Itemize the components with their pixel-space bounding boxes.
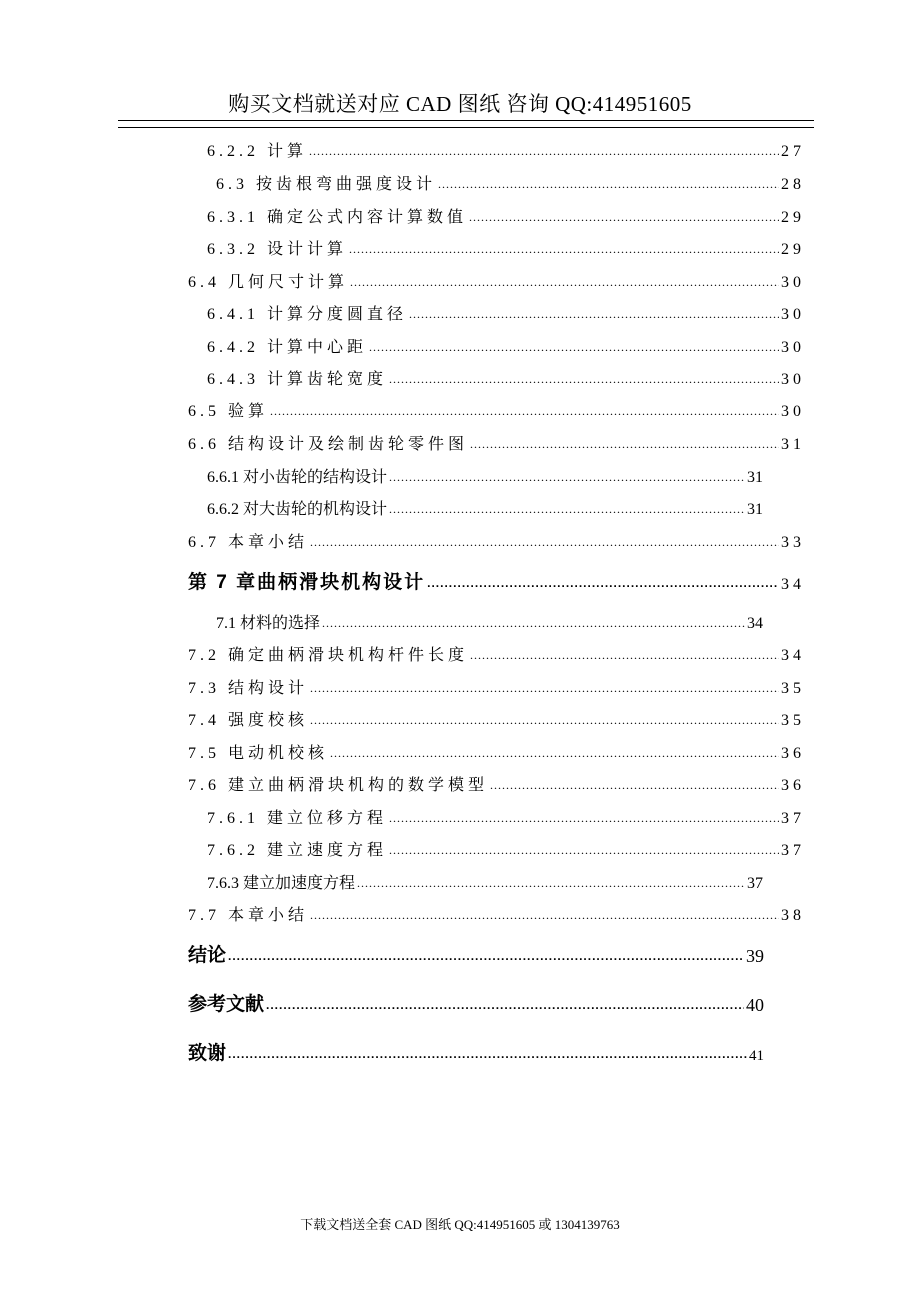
page-footer: 下载文档送全套 CAD 图纸 QQ:414951605 或 1304139763 <box>300 1217 620 1232</box>
toc-leader <box>350 275 779 289</box>
toc-entry-title: 7.5 电动机校核 <box>188 745 329 762</box>
toc-entry-page: 30 <box>781 403 805 420</box>
toc-leader <box>310 535 779 549</box>
toc-entry-page: 29 <box>781 209 805 226</box>
toc-entry-7-6-1[interactable] <box>207 805 805 828</box>
toc-leader <box>389 470 745 484</box>
toc-entry-chapter-7[interactable] <box>188 567 805 594</box>
toc-leader <box>470 437 779 451</box>
toc-entry-6-6-2[interactable] <box>207 496 763 519</box>
toc-leader <box>409 307 779 321</box>
toc-leader <box>228 949 744 963</box>
toc-leader <box>310 713 779 727</box>
toc-entry-page: 31 <box>747 469 763 486</box>
toc-entry-6-2-2[interactable] <box>207 138 805 161</box>
toc-entry-references[interactable] <box>188 989 764 1016</box>
toc-entry-6-7[interactable] <box>188 529 805 552</box>
toc-entry-page: 28 <box>781 176 805 193</box>
toc-leader <box>389 372 779 386</box>
toc-entry-title: 参考文献 <box>188 994 265 1015</box>
toc-entry-page: 31 <box>781 436 805 453</box>
toc-entry-page: 40 <box>746 995 764 1015</box>
toc-leader <box>438 177 779 191</box>
toc-leader <box>310 681 779 695</box>
toc-leader <box>369 340 779 354</box>
toc-entry-title: 7.6.2 建立速度方程 <box>207 842 388 859</box>
toc-entry-7-6-3[interactable] <box>207 870 763 893</box>
toc-entry-page: 36 <box>781 745 805 762</box>
toc-entry-7-6[interactable] <box>188 772 805 795</box>
toc-entry-page: 34 <box>781 647 805 664</box>
toc-leader <box>357 876 745 890</box>
toc-entry-title: 6.2.2 计算 <box>207 143 308 160</box>
toc-entry-page: 35 <box>781 712 805 729</box>
toc-entry-title: 6.4.3 计算齿轮宽度 <box>207 371 388 388</box>
toc-leader <box>309 144 779 158</box>
page-header: 购买文档就送对应 CAD 图纸 咨询 QQ:414951605 <box>228 92 692 116</box>
toc-entry-6-6[interactable] <box>188 431 805 454</box>
toc-entry-title: 第 7 章曲柄滑块机构设计 <box>188 572 426 593</box>
toc-entry-title: 7.6.1 建立位移方程 <box>207 810 388 827</box>
toc-entry-page: 35 <box>781 680 805 697</box>
toc-entry-page: 37 <box>781 842 805 859</box>
toc-leader <box>427 576 779 590</box>
toc-entry-title: 6.4 几何尺寸计算 <box>188 274 349 291</box>
toc-leader <box>389 502 745 516</box>
toc-entry-title: 7.6 建立曲柄滑块机构的数学模型 <box>188 777 489 794</box>
toc-entry-title: 结论 <box>188 945 227 966</box>
toc-entry-page: 37 <box>747 875 763 892</box>
toc-entry-page: 38 <box>781 907 805 924</box>
toc-entry-6-4-1[interactable] <box>207 301 805 324</box>
toc-entry-title: 6.6.1 对小齿轮的结构设计 <box>207 469 388 486</box>
toc-entry-7-4[interactable] <box>188 707 805 730</box>
toc-entry-7-6-2[interactable] <box>207 837 805 860</box>
toc-entry-title: 6.3 按齿根弯曲强度设计 <box>216 176 437 193</box>
toc-entry-conclusion[interactable] <box>188 940 764 967</box>
toc-entry-6-4[interactable] <box>188 269 805 292</box>
toc-entry-title: 6.4.2 计算中心距 <box>207 339 368 356</box>
toc-entry-6-6-1[interactable] <box>207 464 763 487</box>
toc-entry-7-5[interactable] <box>188 740 805 763</box>
toc-leader <box>469 210 779 224</box>
toc-leader <box>349 242 779 256</box>
toc-entry-7-2[interactable] <box>188 642 805 665</box>
toc-entry-6-3[interactable] <box>216 171 805 194</box>
toc-entry-7-1[interactable] <box>216 610 763 633</box>
toc-entry-page: 31 <box>747 501 763 518</box>
toc-entry-title: 7.7 本章小结 <box>188 907 309 924</box>
toc-leader <box>490 778 779 792</box>
toc-entry-title: 6.4.1 计算分度圆直径 <box>207 306 408 323</box>
toc-leader <box>310 908 779 922</box>
toc-entry-title: 7.2 确定曲柄滑块机构杆件长度 <box>188 647 469 664</box>
toc-leader <box>228 1047 747 1061</box>
toc-entry-6-3-2[interactable] <box>207 236 805 259</box>
toc-entry-title: 7.1 材料的选择 <box>216 615 321 632</box>
toc-entry-page: 41 <box>749 1048 764 1064</box>
toc-entry-page: 30 <box>781 274 805 291</box>
toc-entry-page: 30 <box>781 339 805 356</box>
toc-entry-title: 6.3.2 设计计算 <box>207 241 348 258</box>
toc-entry-page: 34 <box>781 576 805 593</box>
toc-entry-page: 33 <box>781 534 805 551</box>
toc-entry-title: 6.7 本章小结 <box>188 534 309 551</box>
toc-entry-title: 7.3 结构设计 <box>188 680 309 697</box>
toc-entry-7-3[interactable] <box>188 675 805 698</box>
toc-entry-6-3-1[interactable] <box>207 204 805 227</box>
toc-leader <box>266 998 744 1012</box>
toc-entry-page: 39 <box>746 946 764 966</box>
toc-entry-6-4-2[interactable] <box>207 334 805 357</box>
toc-entry-7-7[interactable] <box>188 902 805 925</box>
toc-entry-page: 30 <box>781 306 805 323</box>
toc-entry-6-5[interactable] <box>188 398 805 421</box>
toc-leader <box>270 404 779 418</box>
toc-entry-page: 37 <box>781 810 805 827</box>
toc-entry-title: 6.5 验算 <box>188 403 269 420</box>
toc-entry-title: 6.6 结构设计及绘制齿轮零件图 <box>188 436 469 453</box>
toc-entry-page: 27 <box>781 143 805 160</box>
toc-entry-6-4-3[interactable] <box>207 366 805 389</box>
toc-entry-page: 29 <box>781 241 805 258</box>
toc-leader <box>322 616 745 630</box>
toc-entry-title: 6.6.2 对大齿轮的机构设计 <box>207 501 388 518</box>
toc-entry-title: 6.3.1 确定公式内容计算数值 <box>207 209 468 226</box>
toc-leader <box>330 746 779 760</box>
toc-leader <box>470 648 779 662</box>
toc-entry-title: 7.6.3 建立加速度方程 <box>207 875 356 892</box>
toc-entry-page: 34 <box>747 615 763 632</box>
toc-entry-page: 36 <box>781 777 805 794</box>
toc-entry-acknowledgements[interactable] <box>188 1038 764 1065</box>
toc-entry-page: 30 <box>781 371 805 388</box>
toc-entry-title: 致谢 <box>188 1043 227 1064</box>
toc-entry-title: 7.4 强度校核 <box>188 712 309 729</box>
toc-leader <box>389 843 779 857</box>
toc-leader <box>389 811 779 825</box>
